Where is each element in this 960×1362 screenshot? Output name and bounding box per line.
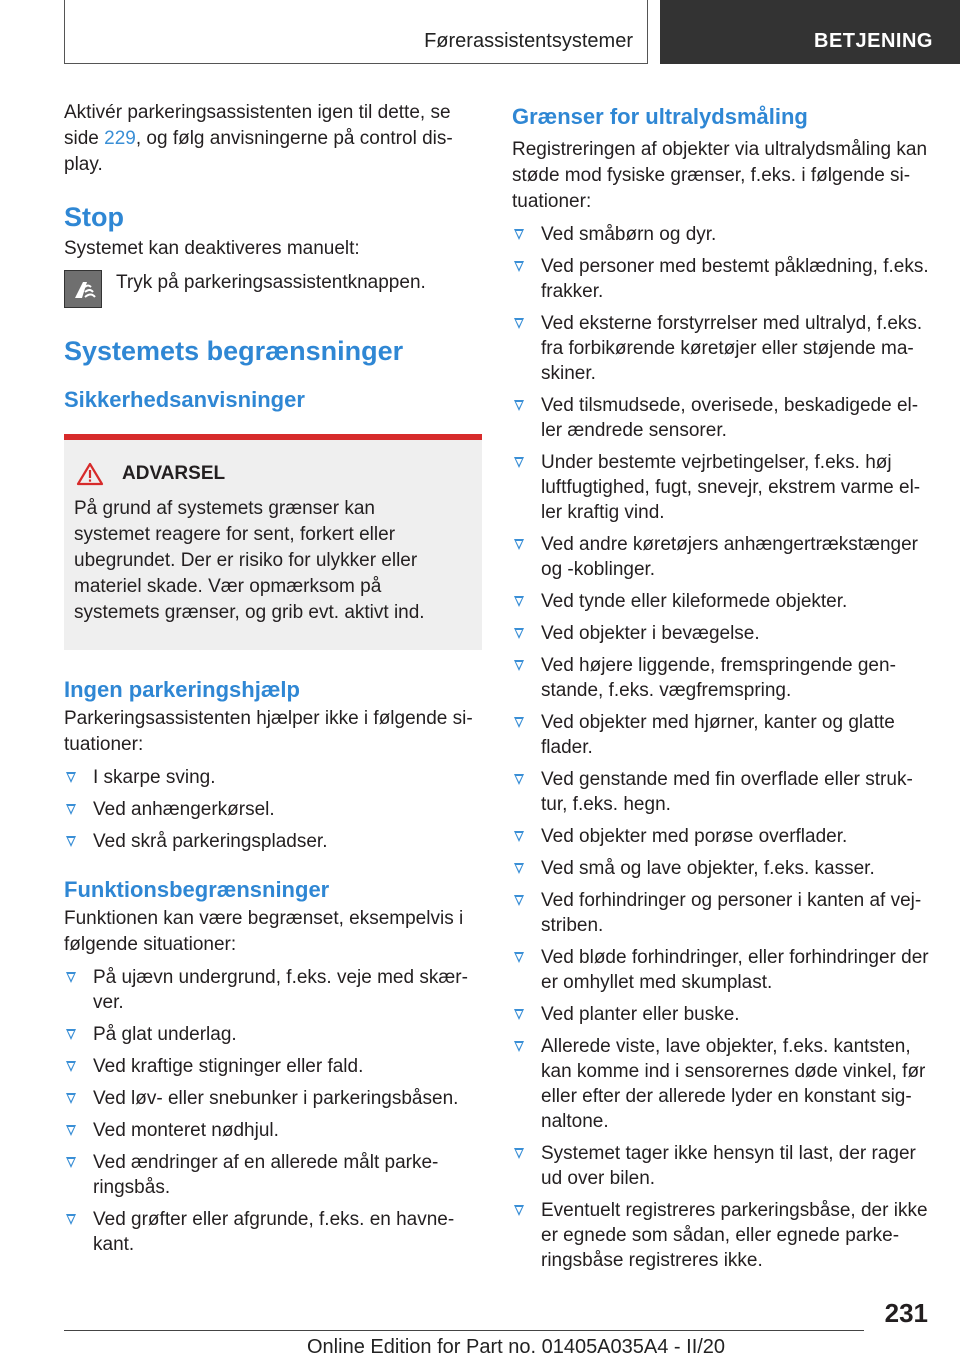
list-item: Ved eksterne forstyrrelser med ultralyd, f.eks. fra forbikørende køretøjer eller støjende maskiner. — [512, 311, 930, 386]
list-item: Under bestemte vejrbetingelser, f.eks. høj luftfugtighed, fugt, snevejr, ekstrem varme eller kraftig vind. — [512, 450, 930, 525]
function-limits-list — [64, 965, 482, 1257]
page-link-229[interactable]: 229 — [104, 128, 136, 149]
header-section-title: Førerassistentsystemer — [424, 30, 633, 52]
footer-divider — [64, 1330, 864, 1331]
warning-text: På grund af systemets grænser kan systemet reagere for sent, forkert eller ubegrundet. Der er risiko for ulykker eller materiel skade. Vær opmærksom på systemets grænser, og grib evt. aktivt ind. — [74, 498, 425, 623]
list-item: Ved tynde eller kileformede objekter. — [512, 589, 930, 614]
list-item: Ved planter eller buske. — [512, 1002, 930, 1027]
ultrasonic-limits-heading: Grænser for ultralydsmåling — [512, 104, 808, 129]
stop-instruction-row — [64, 270, 482, 308]
list-item: Ved genstande med fin overflade eller struktur, f.eks. hegn. — [512, 767, 930, 817]
list-item: Ved grøfter eller afgrunde, f.eks. en havnekant. — [64, 1207, 482, 1257]
parking-assistant-button-icon — [64, 270, 102, 308]
list-item: Ved forhindringer og personer i kanten af vejstriben. — [512, 888, 930, 938]
list-item: På glat underlag. — [64, 1022, 482, 1047]
footer-edition: Online Edition for Part no. 01405A035A4 - II/20 — [307, 1336, 726, 1358]
warning-label: ADVARSEL — [122, 463, 226, 484]
no-parking-help-text: Parkeringsassistenten hjælper ikke i følgende situationer: — [64, 708, 473, 755]
header-chapter-title: BETJENING — [814, 30, 933, 52]
ultrasonic-limits-text: Registreringen af objekter via ultralydsmåling kan støde mod fysiske grænser, f.eks. i følgende situationer: — [512, 139, 928, 212]
warning-box — [64, 434, 482, 650]
system-limits-heading: Systemets begrænsninger — [64, 336, 404, 366]
page-number: 231 — [884, 1298, 928, 1328]
list-item: Ved småbørn og dyr. — [512, 222, 930, 247]
list-item: Ved løv- eller snebunker i parkeringsbåsen. — [64, 1086, 482, 1111]
list-item: Ved små og lave objekter, f.eks. kasser. — [512, 856, 930, 881]
function-limits-heading: Funktionsbegrænsninger — [64, 877, 330, 902]
intro-text-start: Aktivér parkeringsassistenten igen til dette, se side — [64, 102, 451, 149]
intro-paragraph — [64, 100, 482, 178]
list-item: Ved andre køretøjers anhængertrækstænger og -koblinger. — [512, 532, 930, 582]
list-item: Ved skrå parkeringspladser. — [64, 829, 482, 854]
header-section-box — [64, 0, 648, 64]
header-chapter-tab — [660, 0, 960, 64]
list-item: Eventuelt registreres parkeringsbåse, der ikke er egnede som sådan, eller egnede parkeringsbåse registreres ikke. — [512, 1198, 930, 1273]
no-parking-help-list — [64, 765, 482, 854]
intro-text-end: , og følg anvisningerne på control display. — [64, 128, 453, 175]
right-column — [512, 100, 930, 1273]
list-item: Ved objekter med hjørner, kanter og glatte flader. — [512, 710, 930, 760]
list-item: Ved objekter med porøse overflader. — [512, 824, 930, 849]
stop-heading: Stop — [64, 202, 124, 232]
safety-heading: Sikkerhedsanvisninger — [64, 387, 305, 412]
list-item: På ujævn undergrund, f.eks. veje med skærver. — [64, 965, 482, 1015]
ultrasonic-limits-list — [512, 222, 930, 1273]
stop-instruction-text: Tryk på parkeringsassistentknappen. — [116, 272, 426, 293]
left-column — [64, 100, 482, 1257]
list-item: Ved bløde forhindringer, eller forhindringer der er omhyllet med skumplast. — [512, 945, 930, 995]
list-item: Allerede viste, lave objekter, f.eks. kantsten, kan komme ind i sensorernes døde vinkel, før eller efter der allerede lyder en konstant signaltone. — [512, 1034, 930, 1134]
warning-header — [76, 462, 456, 486]
list-item: Ved ændringer af en allerede målt parkeringsbås. — [64, 1150, 482, 1200]
stop-text: Systemet kan deaktiveres manuelt: — [64, 238, 360, 259]
list-item: Ved monteret nødhjul. — [64, 1118, 482, 1143]
warning-triangle-icon — [76, 462, 104, 486]
list-item: Ved kraftige stigninger eller fald. — [64, 1054, 482, 1079]
list-item: Systemet tager ikke hensyn til last, der rager ud over bilen. — [512, 1141, 930, 1191]
function-limits-text: Funktionen kan være begrænset, eksempelvis i følgende situationer: — [64, 908, 464, 955]
list-item: Ved anhængerkørsel. — [64, 797, 482, 822]
list-item: Ved objekter i bevægelse. — [512, 621, 930, 646]
list-item: Ved højere liggende, fremspringende genstande, f.eks. vægfremspring. — [512, 653, 930, 703]
list-item: Ved tilsmudsede, overisede, beskadigede eller ændrede sensorer. — [512, 393, 930, 443]
no-parking-help-heading: Ingen parkeringshjælp — [64, 677, 300, 702]
list-item: I skarpe sving. — [64, 765, 482, 790]
list-item: Ved personer med bestemt påklædning, f.eks. frakker. — [512, 254, 930, 304]
